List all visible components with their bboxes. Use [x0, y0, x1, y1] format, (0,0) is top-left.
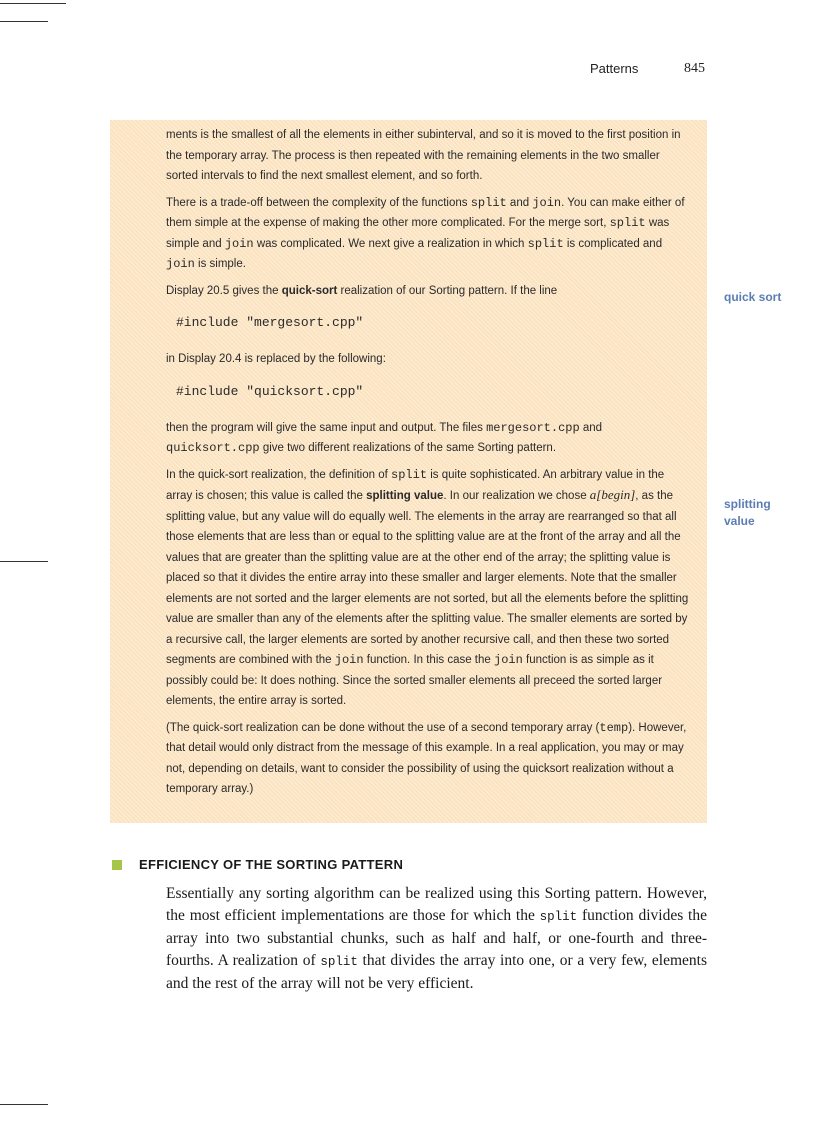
- crop-mark: [0, 21, 48, 22]
- paragraph: There is a trade-off between the complexity of the functions split and join. You can make either of them simple at the expense of making the other more complicated. For the merge sort, split was simple and join was complicated. We next give a realization in which split is complicated and join is simple.: [166, 195, 685, 271]
- code-line: #include "mergesort.cpp": [176, 315, 364, 330]
- code-inline: split: [320, 954, 358, 969]
- header-title: Patterns: [590, 61, 639, 76]
- example-box-text: [166, 125, 692, 806]
- key-term: quick-sort: [281, 284, 338, 297]
- code-inline: join: [166, 257, 195, 271]
- paragraph: (The quick-sort realization can be done without the use of a second temporary array (temp). However, that detail would only distract from the message of this example. In a real application, you may or may not, depending on details, want to consider the possibility of using the quicksort realization without a temporary array.): [166, 720, 687, 795]
- code-inline: split: [470, 195, 507, 210]
- crop-mark: [0, 3, 66, 4]
- code-inline: a[begin]: [589, 487, 636, 502]
- paragraph: Display 20.5 gives the quick-sort realization of our Sorting pattern. If the line: [166, 284, 558, 297]
- code-inline: split: [609, 216, 646, 230]
- code-inline: split: [539, 909, 578, 924]
- section-body: Essentially any sorting algorithm can be realized using this Sorting pattern. However, the most efficient implementations are those for which the split function divides the array into two substantial chunks, such as half and half, or one-fourth and three-fourths. A realization of split that divides the array into one, or a very few, elements and the rest of the array will not be very efficient.: [166, 885, 707, 992]
- crop-mark: [0, 561, 48, 562]
- section-marker: [112, 860, 122, 870]
- page-number: 845: [684, 61, 705, 76]
- code-inline: split: [391, 467, 428, 482]
- crop-mark: [0, 1104, 48, 1105]
- code-inline: join: [334, 653, 364, 667]
- code-inline: temp: [599, 720, 629, 735]
- paragraph: in Display 20.4 is replaced by the following:: [166, 353, 386, 365]
- code-line: #include "quicksort.cpp": [176, 383, 364, 399]
- margin-note-splitting-value: splitting value: [724, 497, 771, 528]
- paragraph: ments is the smallest of all the elements in either subinterval, and so it is moved to the first position in the temporary array. The process is then repeated with the remaining elements in the two smaller sorted intervals to find the next smallest element, and so forth.: [166, 129, 681, 182]
- code-inline: mergesort.cpp: [486, 420, 580, 435]
- paragraph: then the program will give the same input and output. The files mergesort.cpp and quicksort.cpp give two different realizations of the same Sorting pattern.: [166, 420, 603, 455]
- code-inline: split: [527, 236, 564, 251]
- code-inline: join: [224, 236, 254, 251]
- key-term: splitting value: [366, 490, 444, 502]
- code-inline: join: [494, 653, 523, 667]
- section-title: EFFICIENCY OF THE SORTING PATTERN: [139, 857, 404, 872]
- paragraph: In the quick-sort realization, the definition of split is quite sophisticated. An arbitrary value in the array is chosen; this value is called the splitting value. In our realization we chose a[begin], as the splitting value, but any value will do equally well. The elements in the array are rearranged so that all those elements that are less than or equal to the splitting value are at the front of the array and all the values that are greater than the splitting value are at the other end of the array; the splitting value is placed so that it divides the entire array into these smaller and larger elements. Note that the smaller elements are not sorted and the larger elements are not sorted, but all the elements before the splitting value are smaller than any of the elements after the splitting value. The smaller elements are sorted by a recursive call, the larger elements are sorted by another recursive call, and then these two sorted segments are combined with the join function. In this case the join function is as simple as it possibly could be: It does nothing. Since the sorted smaller elements all preceed the sorted larger elements, the entire array is sorted.: [166, 467, 689, 707]
- code-inline: quicksort.cpp: [166, 441, 260, 455]
- code-inline: join: [532, 195, 562, 210]
- margin-note-quick-sort: quick sort: [724, 290, 782, 304]
